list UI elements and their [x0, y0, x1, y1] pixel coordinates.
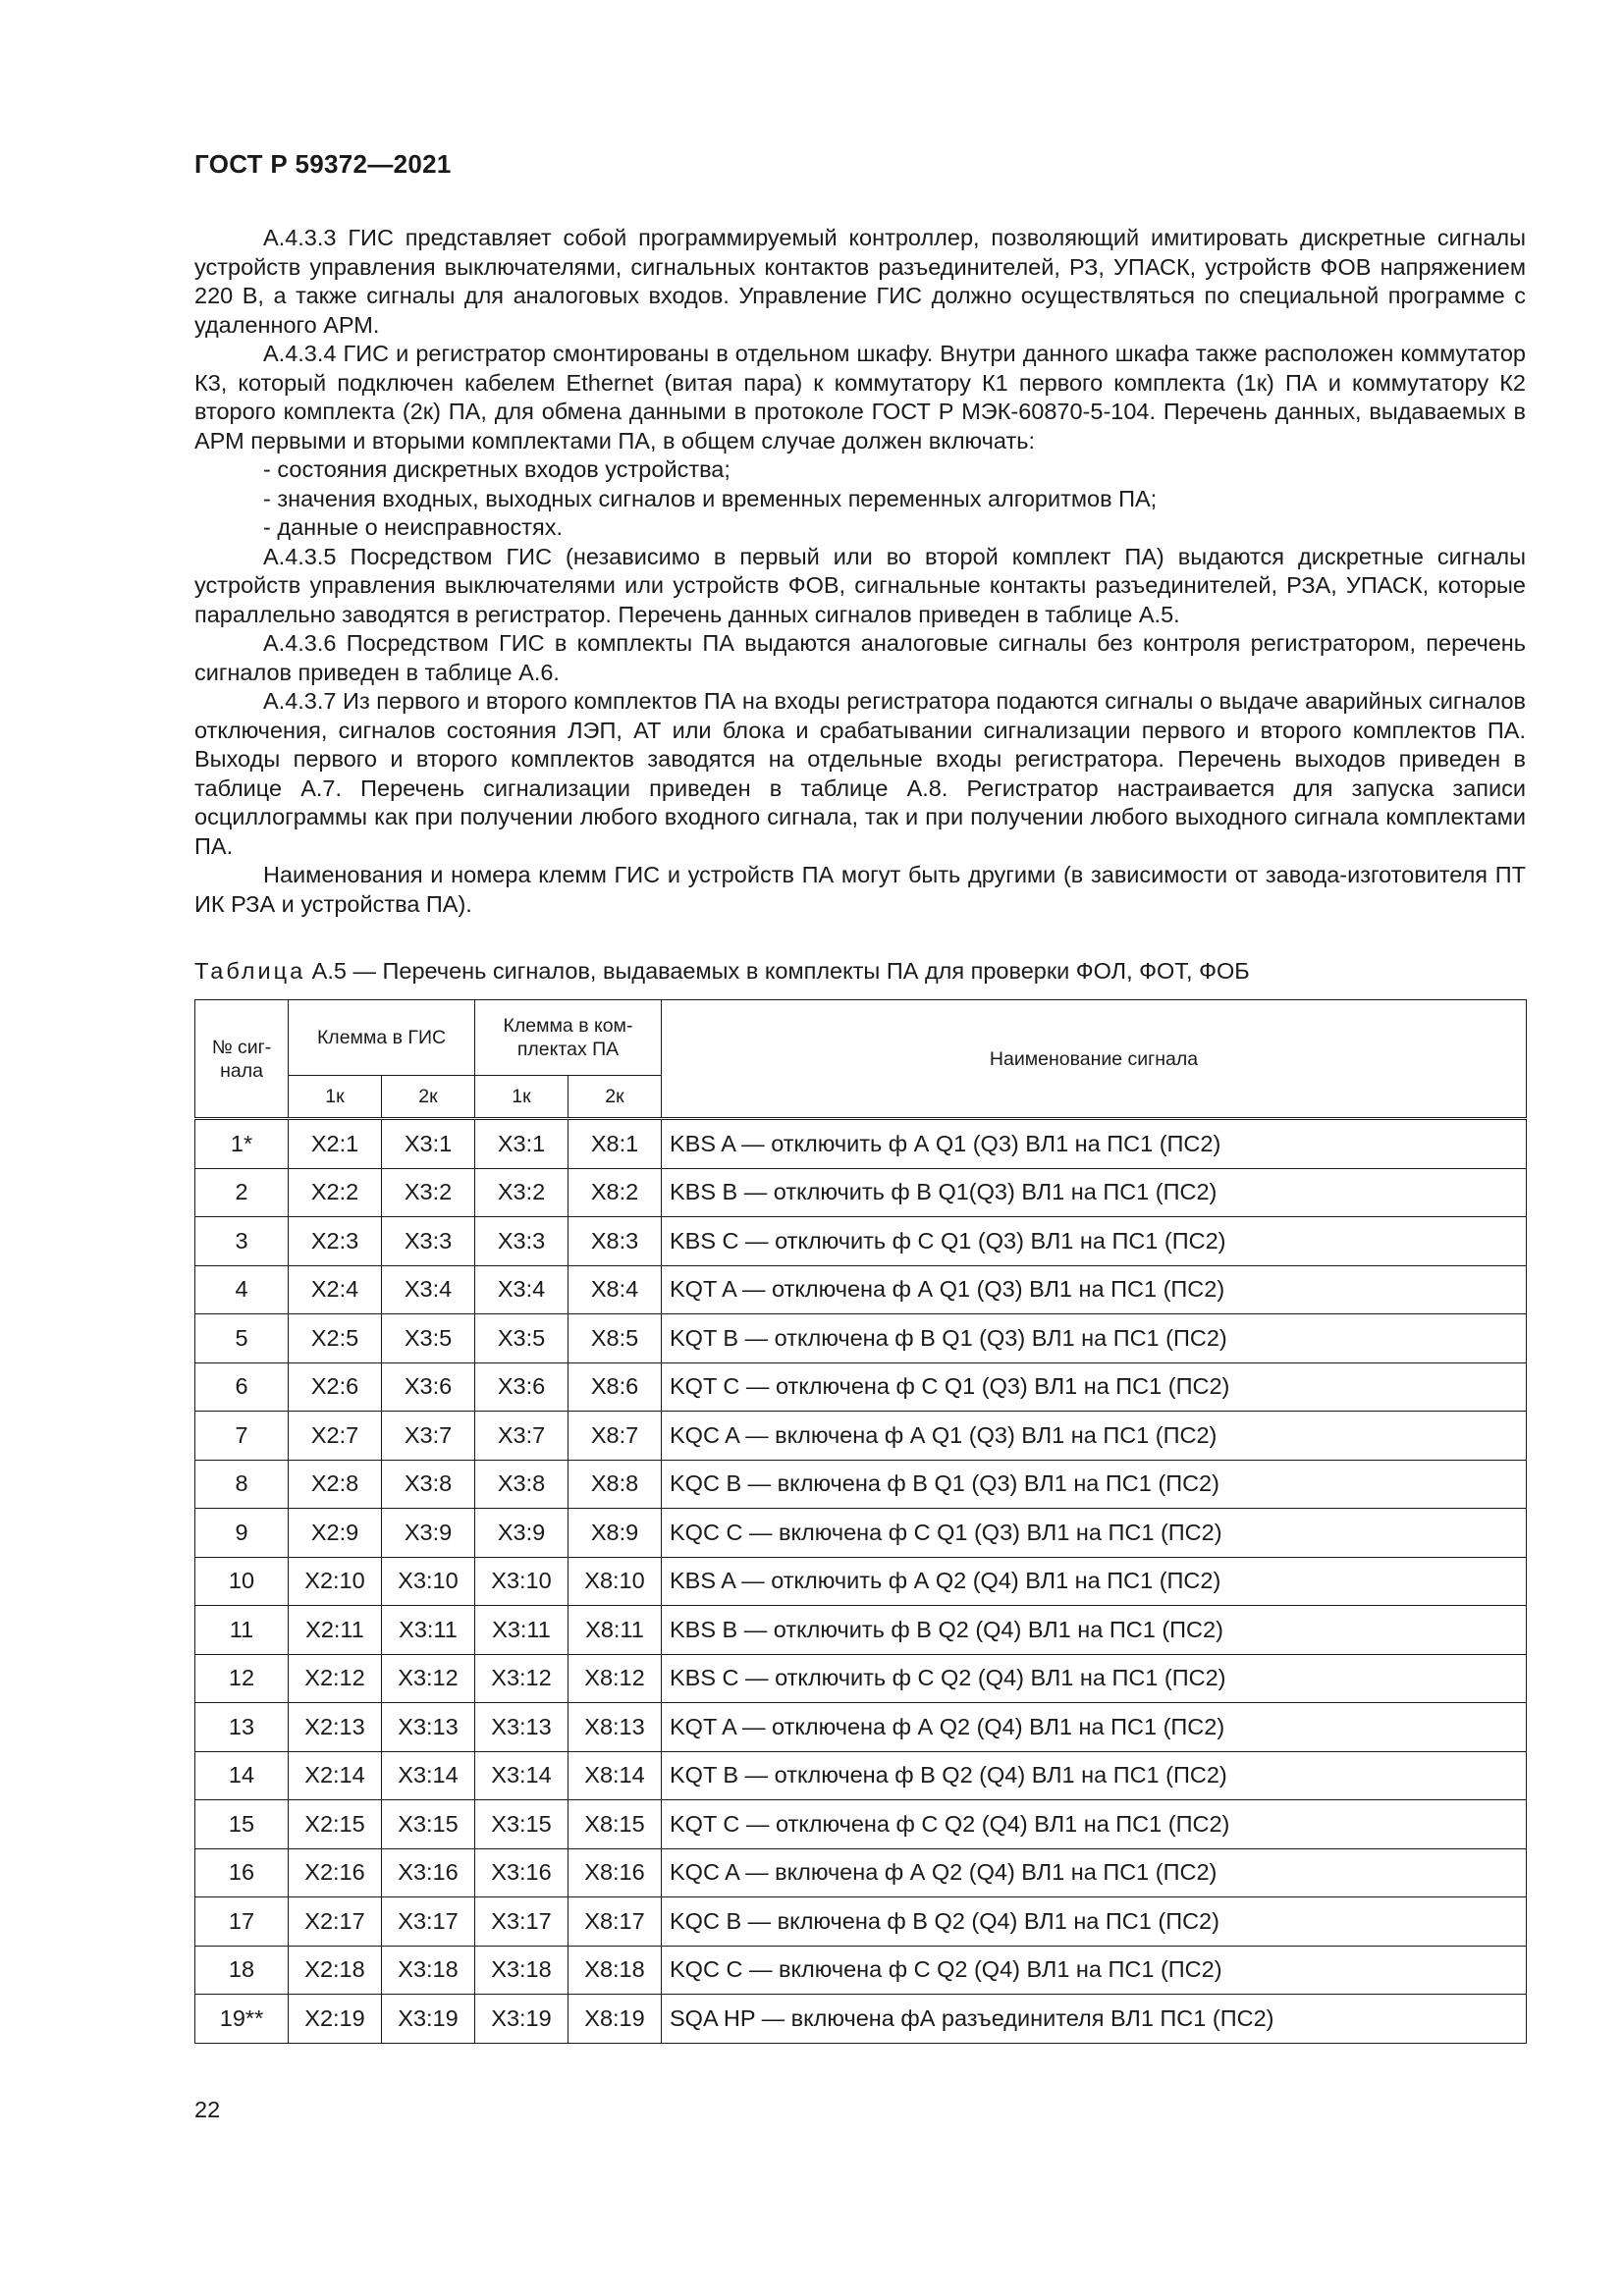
- cell-gis-1k: X2:7: [289, 1412, 382, 1461]
- table-row: [195, 1703, 1527, 1752]
- table-row: [195, 1362, 1527, 1412]
- header-gis-terminal: Клемма в ГИС: [289, 1000, 475, 1076]
- paragraph-a436: А.4.3.6 Посредством ГИС в комплекты ПА выдаются аналоговые сигналы без контроля регистратором, перечень сигналов приведен в таблице А.6.: [194, 630, 1526, 685]
- cell-gis-1k: X2:2: [289, 1168, 382, 1217]
- cell-signal-number: 15: [195, 1800, 289, 1849]
- cell-pa-1k: X3:11: [475, 1606, 568, 1655]
- header-signal-name: Наименование сигнала: [662, 1000, 1527, 1119]
- page-number: 22: [194, 2097, 221, 2122]
- cell-pa-1k: X3:10: [475, 1557, 568, 1606]
- table-row: [195, 1654, 1527, 1703]
- cell-pa-2k: X8:19: [568, 1995, 662, 2044]
- cell-signal-name: KQT A — отключена ф А Q1 (Q3) ВЛ1 на ПС1 (ПС2): [662, 1265, 1527, 1314]
- cell-gis-2k: X3:13: [382, 1703, 475, 1752]
- header-pa-1k: 1к: [475, 1076, 568, 1119]
- cell-signal-number: 18: [195, 1946, 289, 1995]
- list-item: - значения входных, выходных сигналов и временных переменных алгоритмов ПА;: [263, 485, 1158, 511]
- cell-gis-1k: X2:18: [289, 1946, 382, 1995]
- cell-signal-number: 16: [195, 1848, 289, 1897]
- cell-pa-2k: X8:1: [568, 1119, 662, 1169]
- cell-gis-2k: X3:14: [382, 1751, 475, 1800]
- cell-signal-number: 2: [195, 1168, 289, 1217]
- document-header: ГОСТ Р 59372—2021: [194, 149, 452, 179]
- cell-pa-2k: X8:11: [568, 1606, 662, 1655]
- cell-signal-number: 19**: [195, 1995, 289, 2044]
- table-caption-title: А.5 — Перечень сигналов, выдаваемых в комплекты ПА для проверки ФОЛ, ФОТ, ФОБ: [305, 958, 1250, 984]
- cell-gis-2k: X3:18: [382, 1946, 475, 1995]
- cell-pa-2k: X8:8: [568, 1460, 662, 1509]
- paragraph-note: Наименования и номера клемм ГИС и устройств ПА могут быть другими (в зависимости от завода-изготовителя ПТ ИК РЗА и устройства ПА).: [194, 862, 1526, 917]
- cell-gis-1k: X2:10: [289, 1557, 382, 1606]
- cell-signal-name: KBS A — отключить ф А Q2 (Q4) ВЛ1 на ПС1 (ПС2): [662, 1557, 1527, 1606]
- cell-gis-2k: X3:6: [382, 1362, 475, 1412]
- cell-signal-number: 9: [195, 1509, 289, 1558]
- cell-signal-name: KQC A — включена ф А Q1 (Q3) ВЛ1 на ПС1 (ПС2): [662, 1412, 1527, 1461]
- cell-signal-number: 3: [195, 1217, 289, 1266]
- paragraph-a437: А.4.3.7 Из первого и второго комплектов ПА на входы регистратора подаются сигналы о выдаче аварийных сигналов отключения, сигналов состояния ЛЭП, АТ или блока и срабатывании сигнализации первого и второго комплектов ПА. Выходы первого и второго комплектов заводятся на отдельные входы регистратора. Перечень выходов приведен в таблице А.7. Перечень сигнализации приведен в таблице А.8. Регистратор настраивается для запуска записи осциллограммы как при получении любого входного сигнала, так и при получении любого выходного сигнала комплектами ПА.: [194, 688, 1526, 859]
- cell-signal-name: KBS A — отключить ф А Q1 (Q3) ВЛ1 на ПС1 (ПС2): [662, 1119, 1527, 1169]
- cell-pa-1k: X3:3: [475, 1217, 568, 1266]
- cell-signal-number: 8: [195, 1460, 289, 1509]
- cell-pa-2k: X8:9: [568, 1509, 662, 1558]
- cell-gis-1k: X2:14: [289, 1751, 382, 1800]
- body-text: [194, 224, 1526, 919]
- cell-gis-2k: X3:17: [382, 1897, 475, 1947]
- paragraph-a435: А.4.3.5 Посредством ГИС (независимо в первый или во второй комплект ПА) выдаются дискретные сигналы устройств управления выключателями или устройств ФОВ, сигнальные контакты разъединителей, РЗА, УПАСК, которые параллельно заводятся в регистратор. Перечень данных сигналов приведен в таблице А.5.: [194, 543, 1526, 627]
- table-row: [195, 1217, 1527, 1266]
- cell-gis-2k: X3:10: [382, 1557, 475, 1606]
- table-caption: [194, 958, 1250, 985]
- cell-gis-2k: X3:9: [382, 1509, 475, 1558]
- cell-gis-1k: X2:6: [289, 1362, 382, 1412]
- cell-gis-2k: X3:5: [382, 1314, 475, 1363]
- table-row: [195, 1509, 1527, 1558]
- cell-signal-name: KQC C — включена ф С Q2 (Q4) ВЛ1 на ПС1 (ПС2): [662, 1946, 1527, 1995]
- cell-pa-1k: X3:15: [475, 1800, 568, 1849]
- cell-gis-2k: X3:19: [382, 1995, 475, 2044]
- cell-pa-1k: X3:12: [475, 1654, 568, 1703]
- cell-signal-name: KQC B — включена ф В Q1 (Q3) ВЛ1 на ПС1 (ПС2): [662, 1460, 1527, 1509]
- cell-pa-2k: X8:3: [568, 1217, 662, 1266]
- cell-signal-number: 14: [195, 1751, 289, 1800]
- cell-gis-1k: X2:12: [289, 1654, 382, 1703]
- cell-pa-2k: X8:15: [568, 1800, 662, 1849]
- cell-pa-2k: X8:2: [568, 1168, 662, 1217]
- cell-gis-1k: X2:9: [289, 1509, 382, 1558]
- cell-gis-2k: X3:7: [382, 1412, 475, 1461]
- cell-pa-2k: X8:18: [568, 1946, 662, 1995]
- table-row: [195, 1557, 1527, 1606]
- cell-signal-number: 4: [195, 1265, 289, 1314]
- cell-pa-1k: X3:13: [475, 1703, 568, 1752]
- cell-signal-name: KQT B — отключена ф В Q2 (Q4) ВЛ1 на ПС1 (ПС2): [662, 1751, 1527, 1800]
- cell-gis-2k: X3:12: [382, 1654, 475, 1703]
- cell-pa-2k: X8:6: [568, 1362, 662, 1412]
- cell-pa-2k: X8:7: [568, 1412, 662, 1461]
- cell-signal-name: KQT C — отключена ф С Q1 (Q3) ВЛ1 на ПС1 (ПС2): [662, 1362, 1527, 1412]
- cell-signal-number: 11: [195, 1606, 289, 1655]
- cell-signal-number: 1*: [195, 1119, 289, 1169]
- table-row: [195, 1168, 1527, 1217]
- cell-signal-name: KQC C — включена ф С Q1 (Q3) ВЛ1 на ПС1 (ПС2): [662, 1509, 1527, 1558]
- table-row: [195, 1897, 1527, 1947]
- cell-gis-2k: X3:3: [382, 1217, 475, 1266]
- cell-gis-2k: X3:8: [382, 1460, 475, 1509]
- header-pa-2k: 2к: [568, 1076, 662, 1119]
- table-row: [195, 1460, 1527, 1509]
- cell-gis-2k: X3:2: [382, 1168, 475, 1217]
- table-row: [195, 1265, 1527, 1314]
- cell-gis-2k: X3:15: [382, 1800, 475, 1849]
- cell-gis-1k: X2:5: [289, 1314, 382, 1363]
- cell-gis-1k: X2:8: [289, 1460, 382, 1509]
- cell-pa-2k: X8:12: [568, 1654, 662, 1703]
- cell-pa-1k: X3:2: [475, 1168, 568, 1217]
- cell-gis-2k: X3:1: [382, 1119, 475, 1169]
- cell-signal-name: SQA HP — включена фА разъединителя ВЛ1 ПС1 (ПС2): [662, 1995, 1527, 2044]
- cell-pa-1k: X3:5: [475, 1314, 568, 1363]
- cell-signal-number: 17: [195, 1897, 289, 1947]
- signals-table: [194, 999, 1527, 2044]
- table-row: [195, 1606, 1527, 1655]
- cell-pa-1k: X3:1: [475, 1119, 568, 1169]
- cell-pa-1k: X3:19: [475, 1995, 568, 2044]
- cell-signal-name: KBS C — отключить ф С Q1 (Q3) ВЛ1 на ПС1 (ПС2): [662, 1217, 1527, 1266]
- table-caption-word: Таблица: [194, 958, 306, 984]
- cell-pa-2k: X8:16: [568, 1848, 662, 1897]
- cell-pa-2k: X8:13: [568, 1703, 662, 1752]
- table-row: [195, 1800, 1527, 1849]
- cell-pa-1k: X3:16: [475, 1848, 568, 1897]
- table-row: [195, 1412, 1527, 1461]
- cell-signal-name: KQT C — отключена ф С Q2 (Q4) ВЛ1 на ПС1 (ПС2): [662, 1800, 1527, 1849]
- list-item: - состояния дискретных входов устройства;: [263, 456, 731, 482]
- paragraph-a434: А.4.3.4 ГИС и регистратор смонтированы в отдельном шкафу. Внутри данного шкафа также расположен коммутатор К3, который подключен кабелем Ethernet (витая пара) к коммутатору К1 первого комплекта (1к) ПА и коммутатору К2 второго комплекта (2к) ПА, для обмена данными в протоколе ГОСТ Р МЭК-60870-5-104. Перечень данных, выдаваемых в АРМ первыми и вторыми комплектами ПА, в общем случае должен включать:: [194, 341, 1526, 454]
- header-gis-1k: 1к: [289, 1076, 382, 1119]
- cell-signal-number: 6: [195, 1362, 289, 1412]
- cell-pa-2k: X8:17: [568, 1897, 662, 1947]
- cell-pa-2k: X8:4: [568, 1265, 662, 1314]
- header-pa-terminal: Клемма в ком-плектах ПА: [475, 1000, 662, 1076]
- cell-signal-name: KBS B — отключить ф В Q2 (Q4) ВЛ1 на ПС1 (ПС2): [662, 1606, 1527, 1655]
- cell-signal-name: KQC B — включена ф В Q2 (Q4) ВЛ1 на ПС1 (ПС2): [662, 1897, 1527, 1947]
- cell-signal-number: 7: [195, 1412, 289, 1461]
- cell-pa-1k: X3:9: [475, 1509, 568, 1558]
- table-row: [195, 1119, 1527, 1169]
- table-row: [195, 1314, 1527, 1363]
- cell-pa-1k: X3:6: [475, 1362, 568, 1412]
- cell-pa-1k: X3:4: [475, 1265, 568, 1314]
- cell-gis-1k: X2:15: [289, 1800, 382, 1849]
- cell-gis-2k: X3:4: [382, 1265, 475, 1314]
- cell-gis-1k: X2:13: [289, 1703, 382, 1752]
- cell-gis-1k: X2:16: [289, 1848, 382, 1897]
- cell-pa-1k: X3:18: [475, 1946, 568, 1995]
- cell-pa-1k: X3:17: [475, 1897, 568, 1947]
- table-row: [195, 1995, 1527, 2044]
- cell-signal-name: KQT B — отключена ф В Q1 (Q3) ВЛ1 на ПС1 (ПС2): [662, 1314, 1527, 1363]
- cell-signal-name: KQT A — отключена ф А Q2 (Q4) ВЛ1 на ПС1 (ПС2): [662, 1703, 1527, 1752]
- cell-pa-1k: X3:14: [475, 1751, 568, 1800]
- table-row: [195, 1848, 1527, 1897]
- cell-signal-number: 5: [195, 1314, 289, 1363]
- cell-gis-1k: X2:17: [289, 1897, 382, 1947]
- header-signal-number: № сиг-нала: [195, 1000, 289, 1119]
- cell-signal-name: KBS C — отключить ф С Q2 (Q4) ВЛ1 на ПС1 (ПС2): [662, 1654, 1527, 1703]
- cell-signal-number: 12: [195, 1654, 289, 1703]
- cell-gis-1k: X2:3: [289, 1217, 382, 1266]
- cell-pa-1k: X3:7: [475, 1412, 568, 1461]
- list-item: - данные о неисправностях.: [263, 514, 564, 540]
- cell-pa-2k: X8:14: [568, 1751, 662, 1800]
- cell-signal-number: 13: [195, 1703, 289, 1752]
- cell-gis-2k: X3:11: [382, 1606, 475, 1655]
- header-gis-2k: 2к: [382, 1076, 475, 1119]
- cell-gis-2k: X3:16: [382, 1848, 475, 1897]
- cell-gis-1k: X2:4: [289, 1265, 382, 1314]
- cell-gis-1k: X2:11: [289, 1606, 382, 1655]
- cell-gis-1k: X2:19: [289, 1995, 382, 2044]
- cell-signal-name: KQC A — включена ф А Q2 (Q4) ВЛ1 на ПС1 (ПС2): [662, 1848, 1527, 1897]
- table-row: [195, 1751, 1527, 1800]
- paragraph-a433: А.4.3.3 ГИС представляет собой программируемый контроллер, позволяющий имитировать дискретные сигналы устройств управления выключателями, сигнальных контактов разъединителей, РЗ, УПАСК, устройств ФОВ напряжением 220 В, а также сигналы для аналоговых входов. Управление ГИС должно осуществляться по специальной программе с удаленного АРМ.: [194, 225, 1526, 338]
- cell-signal-name: KBS B — отключить ф В Q1(Q3) ВЛ1 на ПС1 (ПС2): [662, 1168, 1527, 1217]
- cell-signal-number: 10: [195, 1557, 289, 1606]
- cell-gis-1k: X2:1: [289, 1119, 382, 1169]
- cell-pa-2k: X8:5: [568, 1314, 662, 1363]
- cell-pa-1k: X3:8: [475, 1460, 568, 1509]
- cell-pa-2k: X8:10: [568, 1557, 662, 1606]
- table-row: [195, 1946, 1527, 1995]
